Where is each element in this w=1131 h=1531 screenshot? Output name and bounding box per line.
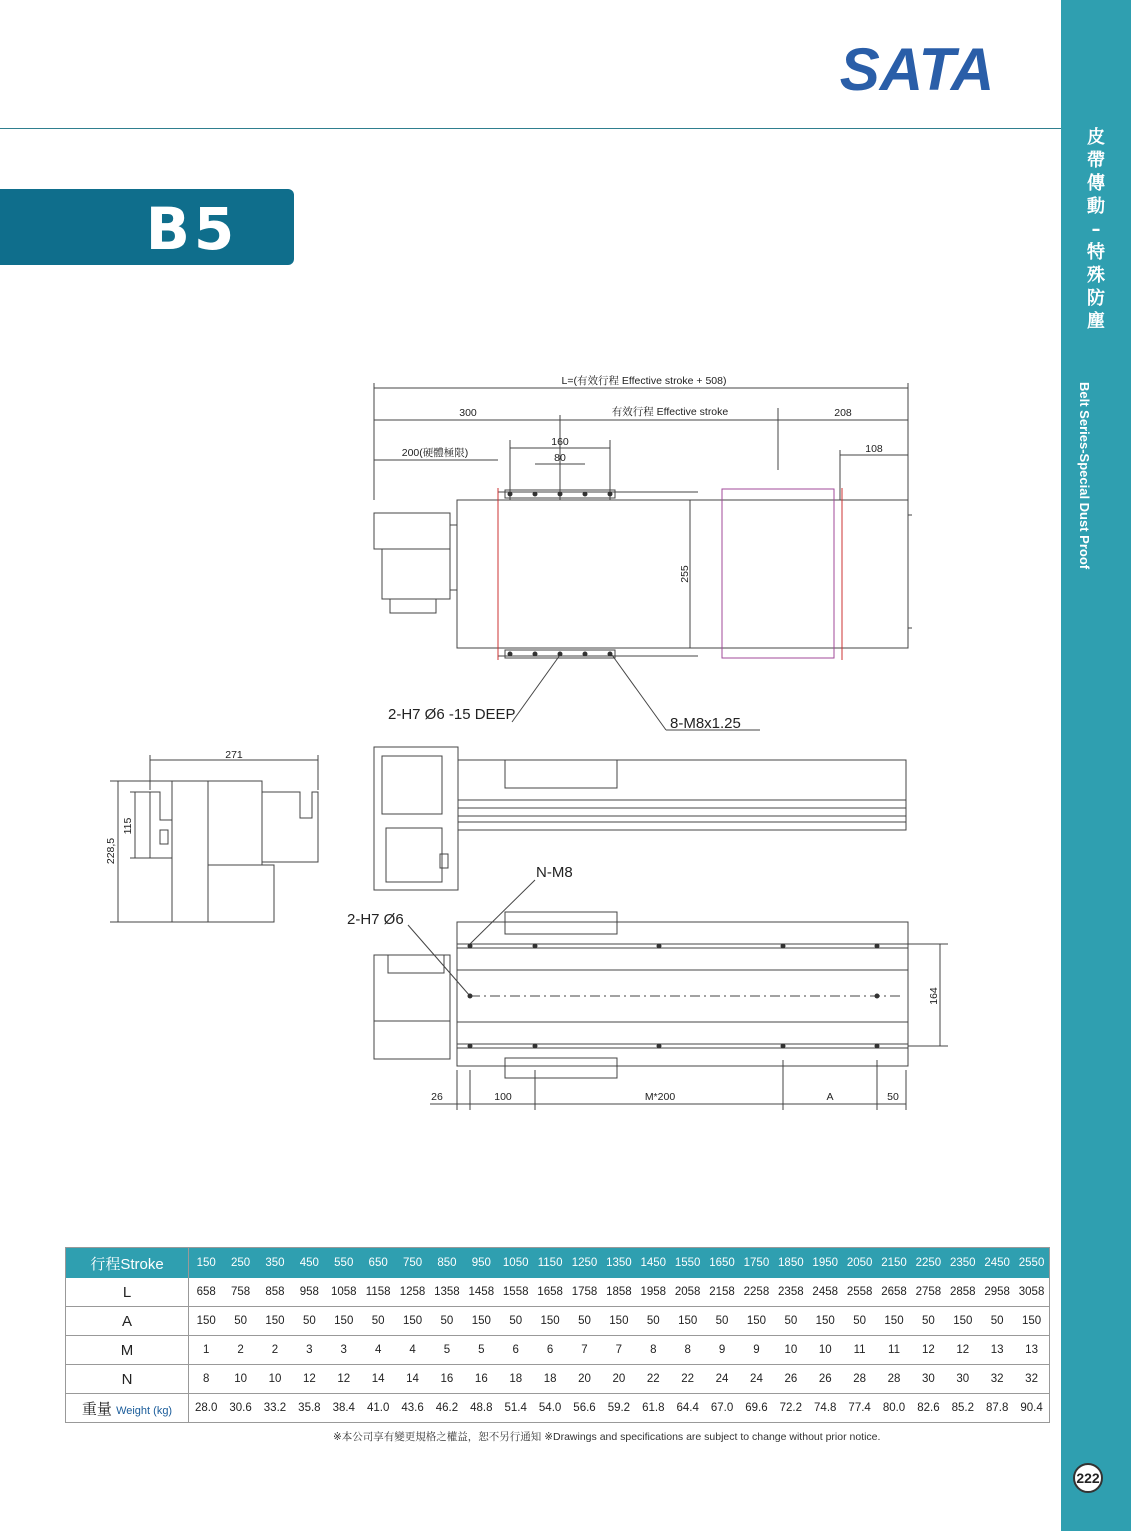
table-cell: 7	[567, 1336, 601, 1365]
table-cell: 82.6	[917, 1402, 940, 1414]
table-cell: 2250	[911, 1248, 945, 1279]
table-cell: 550	[327, 1248, 361, 1279]
table-cell: 2058	[670, 1278, 704, 1307]
table-cell: 7	[602, 1336, 636, 1365]
dim-total-length: L=(有效行程 Effective stroke + 508)	[561, 375, 727, 387]
table-cell: 2958	[980, 1278, 1014, 1307]
dim-108: 108	[865, 443, 883, 455]
table-cell: 150	[670, 1307, 704, 1336]
dim-100: 100	[494, 1091, 512, 1103]
table-cell: 3	[327, 1336, 361, 1365]
table-cell: 77.4	[848, 1402, 871, 1414]
table-cell: 850	[430, 1248, 464, 1279]
table-cell: 150	[739, 1307, 773, 1336]
table-cell: 10	[258, 1365, 292, 1394]
stroke-row	[66, 1248, 1050, 1279]
dim-200: 200(硬體極限)	[401, 447, 469, 459]
sidebar-title-char: 帶	[1087, 150, 1105, 171]
table-cell: 1258	[395, 1278, 429, 1307]
dim-a: A	[826, 1091, 834, 1103]
table-cell: 150	[189, 1248, 224, 1279]
sidebar-title-char: 動	[1087, 196, 1105, 217]
table-cell: 28.0	[195, 1402, 218, 1414]
table-cell: 11	[842, 1336, 876, 1365]
table-cell: 2050	[842, 1248, 876, 1279]
table-cell: 2450	[980, 1248, 1014, 1279]
table-cell: 650	[361, 1248, 395, 1279]
table-cell: 958	[292, 1278, 326, 1307]
table-cell: 150	[877, 1307, 911, 1336]
table-cell: 350	[258, 1248, 292, 1279]
sidebar-title-char: 塵	[1087, 311, 1105, 332]
l-row	[66, 1278, 1050, 1307]
table-cell: 12	[327, 1365, 361, 1394]
dim-164: 164	[928, 987, 940, 1005]
table-cell: 6	[499, 1336, 533, 1365]
table-cell: 72.2	[779, 1402, 803, 1414]
table-cell: 30.6	[229, 1402, 252, 1414]
table-cell: 2550	[1014, 1248, 1049, 1279]
table-cell: 16	[430, 1365, 464, 1394]
table-cell: 1458	[464, 1278, 498, 1307]
sidebar-title-zh	[1061, 126, 1131, 333]
table-cell: 51.4	[504, 1402, 527, 1414]
sidebar-title-char: 防	[1087, 288, 1105, 309]
dim-160: 160	[551, 436, 569, 448]
table-cell: 8	[636, 1336, 670, 1365]
table-cell: 50	[292, 1307, 326, 1336]
sidebar-title-char: 特	[1087, 242, 1105, 263]
dim-26: 26	[431, 1091, 443, 1103]
table-cell: 46.2	[435, 1402, 459, 1414]
table-cell: 22	[636, 1365, 670, 1394]
dim-115: 115	[122, 817, 134, 835]
table-cell: 35.8	[298, 1402, 321, 1414]
table-cell: 48.8	[470, 1402, 493, 1414]
table-cell: 950	[464, 1248, 498, 1279]
page-number: 222	[1073, 1463, 1103, 1493]
table-cell: 54.0	[538, 1402, 562, 1414]
table-cell: 450	[292, 1248, 326, 1279]
table-cell: 10	[223, 1365, 257, 1394]
table-cell: 1550	[670, 1248, 704, 1279]
table-cell: 28	[877, 1365, 911, 1394]
table-cell: 32	[980, 1365, 1014, 1394]
dim-m200: M*200	[644, 1091, 676, 1103]
table-cell: 2158	[705, 1278, 739, 1307]
table-cell: 1250	[567, 1248, 601, 1279]
row-label: L	[66, 1278, 189, 1307]
table-cell: 12	[911, 1336, 945, 1365]
table-cell: 50	[499, 1307, 533, 1336]
table-cell: 2258	[739, 1278, 773, 1307]
model-code: B5	[145, 195, 239, 263]
table-cell: 150	[533, 1307, 567, 1336]
table-cell: 59.2	[607, 1402, 631, 1414]
table-cell: 10	[774, 1336, 808, 1365]
table-cell: 67.0	[710, 1402, 734, 1414]
table-cell: 20	[567, 1365, 601, 1394]
table-cell: 87.8	[985, 1402, 1009, 1414]
m-row	[66, 1336, 1050, 1365]
table-cell: 250	[223, 1248, 257, 1279]
table-cell: 5	[464, 1336, 498, 1365]
table-cell: 43.6	[401, 1402, 424, 1414]
table-cell: 150	[808, 1307, 842, 1336]
table-cell: 26	[774, 1365, 808, 1394]
table-cell: 50	[911, 1307, 945, 1336]
table-cell: 2150	[877, 1248, 911, 1279]
table-cell: 750	[395, 1248, 429, 1279]
table-cell: 858	[258, 1278, 292, 1307]
table-cell: 90.4	[1020, 1402, 1043, 1414]
table-cell: 758	[223, 1278, 257, 1307]
table-cell: 85.2	[951, 1402, 974, 1414]
table-cell: 50	[705, 1307, 739, 1336]
table-cell: 38.4	[332, 1402, 355, 1414]
table-cell: 50	[361, 1307, 395, 1336]
table-cell: 22	[670, 1365, 704, 1394]
callout-thread-top: 8-M8x1.25	[670, 715, 741, 732]
table-cell: 6	[533, 1336, 567, 1365]
dim-300: 300	[459, 407, 477, 419]
table-cell: 150	[946, 1307, 980, 1336]
table-cell: 1158	[361, 1278, 395, 1307]
table-cell: 2	[258, 1336, 292, 1365]
table-cell: 14	[395, 1365, 429, 1394]
table-cell: 3058	[1014, 1278, 1049, 1307]
table-cell: 150	[395, 1307, 429, 1336]
table-cell: 2	[223, 1336, 257, 1365]
weight-label-zh: 重量	[81, 1400, 112, 1418]
table-cell: 8	[189, 1365, 224, 1394]
sidebar-title-char: 殊	[1087, 265, 1105, 286]
table-cell: 50	[223, 1307, 257, 1336]
table-cell: 74.8	[814, 1402, 837, 1414]
callout-dowel-bottom: 2-H7 Ø6	[347, 911, 404, 928]
table-cell: 1350	[602, 1248, 636, 1279]
table-cell: 41.0	[366, 1402, 390, 1414]
table-cell: 2458	[808, 1278, 842, 1307]
callout-dowel-top: 2-H7 Ø6 -15 DEEP	[388, 706, 516, 723]
table-cell: 1650	[705, 1248, 739, 1279]
table-cell: 150	[258, 1307, 292, 1336]
row-label: M	[66, 1336, 189, 1365]
table-cell: 4	[395, 1336, 429, 1365]
table-cell: 1058	[327, 1278, 361, 1307]
table-cell: 1	[189, 1336, 224, 1365]
table-cell: 1150	[533, 1248, 567, 1279]
dim-208: 208	[834, 407, 852, 419]
row-label: A	[66, 1307, 189, 1336]
table-cell: 150	[464, 1307, 498, 1336]
table-cell: 1658	[533, 1278, 567, 1307]
table-cell: 2558	[842, 1278, 876, 1307]
callout-nm8: N-M8	[536, 864, 573, 881]
table-cell: 150	[1014, 1307, 1049, 1336]
table-cell: 50	[980, 1307, 1014, 1336]
stroke-label: 行程Stroke	[66, 1248, 189, 1279]
a-row	[66, 1307, 1050, 1336]
footnote: ※本公司享有變更規格之權益，恕不另行通知 ※Drawings and specifications are subject to change without prior notice.	[333, 1431, 881, 1443]
table-cell: 150	[327, 1307, 361, 1336]
table-cell: 10	[808, 1336, 842, 1365]
table-cell: 658	[189, 1278, 224, 1307]
dim-effective-stroke: 有效行程 Effective stroke	[611, 406, 729, 418]
table-cell: 1450	[636, 1248, 670, 1279]
weight-label	[66, 1394, 189, 1423]
table-cell: 12	[292, 1365, 326, 1394]
table-cell: 56.6	[573, 1402, 596, 1414]
table-cell: 13	[1014, 1336, 1049, 1365]
table-cell: 150	[602, 1307, 636, 1336]
dim-50: 50	[887, 1091, 899, 1103]
table-cell: 80.0	[882, 1402, 906, 1414]
table-cell: 9	[739, 1336, 773, 1365]
weight-row	[66, 1394, 1050, 1423]
spec-table	[65, 1247, 1050, 1423]
table-cell: 50	[430, 1307, 464, 1336]
table-cell: 2358	[774, 1278, 808, 1307]
table-cell: 150	[189, 1307, 224, 1336]
table-cell: 69.6	[745, 1402, 768, 1414]
table-cell: 2658	[877, 1278, 911, 1307]
table-cell: 1558	[499, 1278, 533, 1307]
table-cell: 1850	[774, 1248, 808, 1279]
table-cell: 9	[705, 1336, 739, 1365]
table-cell: 2858	[946, 1278, 980, 1307]
table-cell: 8	[670, 1336, 704, 1365]
table-cell: 16	[464, 1365, 498, 1394]
table-cell: 64.4	[676, 1402, 699, 1414]
table-cell: 13	[980, 1336, 1014, 1365]
dim-271: 271	[225, 749, 243, 761]
table-cell: 20	[602, 1365, 636, 1394]
table-cell: 11	[877, 1336, 911, 1365]
table-cell: 61.8	[642, 1402, 665, 1414]
table-cell: 26	[808, 1365, 842, 1394]
table-cell: 32	[1014, 1365, 1049, 1394]
table-cell: 1750	[739, 1248, 773, 1279]
sidebar-title-char: 皮	[1087, 127, 1105, 148]
table-cell: 12	[946, 1336, 980, 1365]
sidebar	[1061, 0, 1131, 1531]
table-cell: 33.2	[263, 1402, 287, 1414]
table-cell: 24	[739, 1365, 773, 1394]
table-cell: 1758	[567, 1278, 601, 1307]
dim-228-5: 228,5	[105, 837, 117, 865]
table-cell: 1950	[808, 1248, 842, 1279]
table-cell: 1050	[499, 1248, 533, 1279]
table-cell: 1858	[602, 1278, 636, 1307]
table-cell: 14	[361, 1365, 395, 1394]
table-cell: 50	[567, 1307, 601, 1336]
table-cell: 50	[842, 1307, 876, 1336]
table-cell: 30	[911, 1365, 945, 1394]
table-cell: 28	[842, 1365, 876, 1394]
dim-80: 80	[554, 452, 566, 464]
table-cell: 50	[774, 1307, 808, 1336]
table-cell: 24	[705, 1365, 739, 1394]
table-cell: 50	[636, 1307, 670, 1336]
table-cell: 3	[292, 1336, 326, 1365]
sidebar-title-char: –	[1091, 219, 1101, 240]
logo-text: SATA	[839, 36, 995, 98]
table-cell: 1358	[430, 1278, 464, 1307]
row-label: N	[66, 1365, 189, 1394]
table-cell: 1958	[636, 1278, 670, 1307]
table-cell: 18	[533, 1365, 567, 1394]
table-cell: 18	[499, 1365, 533, 1394]
sidebar-title-char: 傳	[1087, 173, 1105, 194]
table-cell: 5	[430, 1336, 464, 1365]
n-row	[66, 1365, 1050, 1394]
weight-label-en: Weight (kg)	[116, 1404, 173, 1417]
table-cell: 2758	[911, 1278, 945, 1307]
sidebar-title-en: Belt Series-Special Dust Proof	[1077, 382, 1092, 570]
dim-255: 255	[679, 565, 691, 583]
table-cell: 2350	[946, 1248, 980, 1279]
table-cell: 4	[361, 1336, 395, 1365]
table-cell: 30	[946, 1365, 980, 1394]
